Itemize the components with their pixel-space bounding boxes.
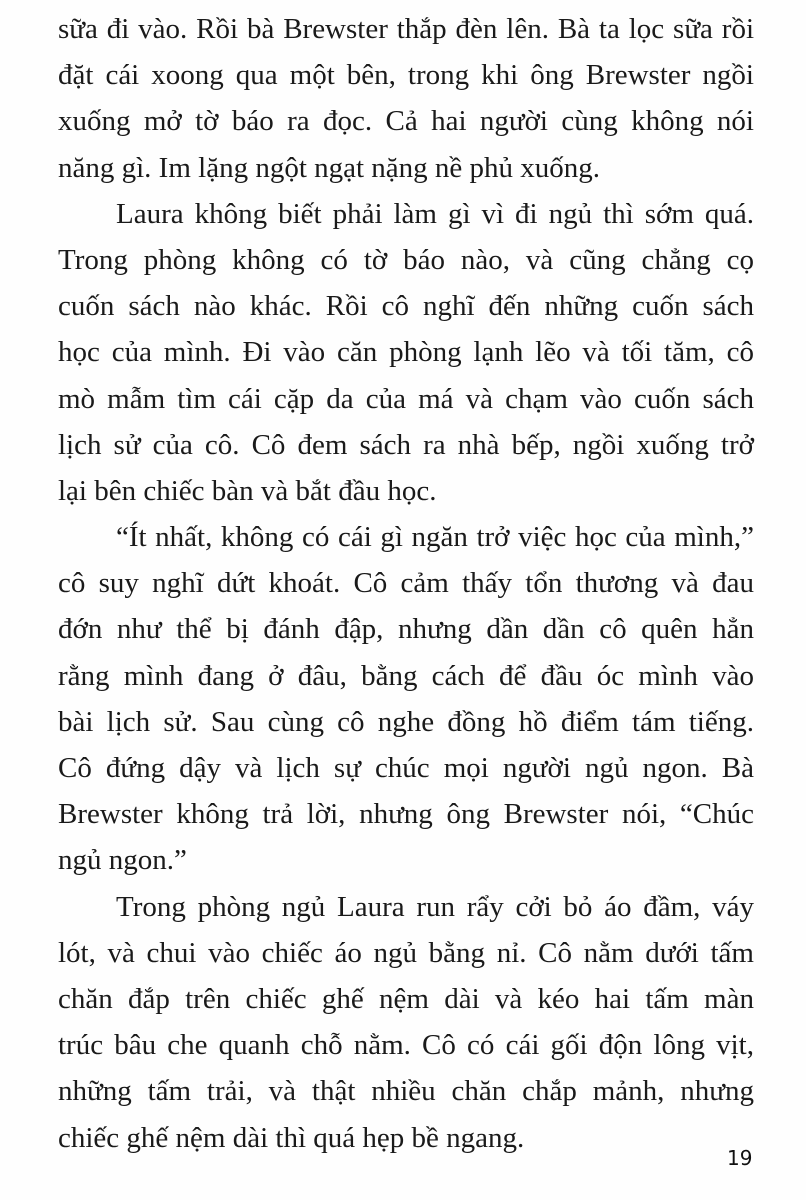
text-line: mò mẫm tìm cái cặp da của má và chạm vào cuốn sách <box>58 382 754 415</box>
paragraph-4 <box>58 884 754 1161</box>
text-line: Trong phòng ngủ Laura run rẩy cởi bỏ áo đầm, váy <box>116 890 754 923</box>
body-text <box>58 6 754 1161</box>
text-line: bài lịch sử. Sau cùng cô nghe đồng hồ điểm tám tiếng. <box>58 705 754 738</box>
paragraph-2 <box>58 191 754 514</box>
text-line: chăn đắp trên chiếc ghế nệm dài và kéo hai tấm màn <box>58 982 754 1015</box>
text-line: đặt cái xoong qua một bên, trong khi ông Brewster ngồi <box>58 59 754 92</box>
text-line: rằng mình đang ở đâu, bằng cách để đầu óc mình vào <box>58 659 754 692</box>
text-line: Laura không biết phải làm gì vì đi ngủ thì sớm quá. <box>116 197 754 230</box>
text-line: lót, và chui vào chiếc áo ngủ bằng nỉ. Cô nằm dưới tấm <box>58 936 754 969</box>
page-number: 19 <box>727 1146 753 1170</box>
text-line: năng gì. Im lặng ngột ngạt nặng nề phủ xuống. <box>58 151 601 184</box>
text-line: Brewster không trả lời, nhưng ông Brewster nói, “Chúc <box>58 798 754 831</box>
text-line: đớn như thể bị đánh đập, nhưng dần dần cô quên hẳn <box>58 613 754 646</box>
text-line: Trong phòng không có tờ báo nào, và cũng chẳng cọ <box>58 243 754 276</box>
text-line: xuống mở tờ báo ra đọc. Cả hai người cùng không nói <box>58 105 754 138</box>
text-line: sữa đi vào. Rồi bà Brewster thắp đèn lên. Bà ta lọc sữa rồi <box>58 13 754 45</box>
text-line: chiếc ghế nệm dài thì quá hẹp bề ngang. <box>58 1121 525 1154</box>
text-line: lại bên chiếc bàn và bắt đầu học. <box>58 474 437 507</box>
text-line: học của mình. Đi vào căn phòng lạnh lẽo và tối tăm, cô <box>58 336 754 369</box>
text-line: lịch sử của cô. Cô đem sách ra nhà bếp, ngồi xuống trở <box>58 428 754 461</box>
paragraph-3 <box>58 514 754 884</box>
text-line: cuốn sách nào khác. Rồi cô nghĩ đến những cuốn sách <box>58 290 754 323</box>
text-line: Cô đứng dậy và lịch sự chúc mọi người ngủ ngon. Bà <box>58 752 754 784</box>
text-line: “Ít nhất, không có cái gì ngăn trở việc học của mình,” <box>116 521 754 554</box>
paragraph-1 <box>58 6 754 191</box>
text-line: những tấm trải, và thật nhiều chăn chắp mảnh, nhưng <box>58 1075 754 1108</box>
text-line: cô suy nghĩ dứt khoát. Cô cảm thấy tổn thương và đau <box>58 567 754 600</box>
text-line: trúc bâu che quanh chỗ nằm. Cô có cái gối độn lông vịt, <box>58 1029 754 1062</box>
text-line: ngủ ngon.” <box>58 844 187 877</box>
